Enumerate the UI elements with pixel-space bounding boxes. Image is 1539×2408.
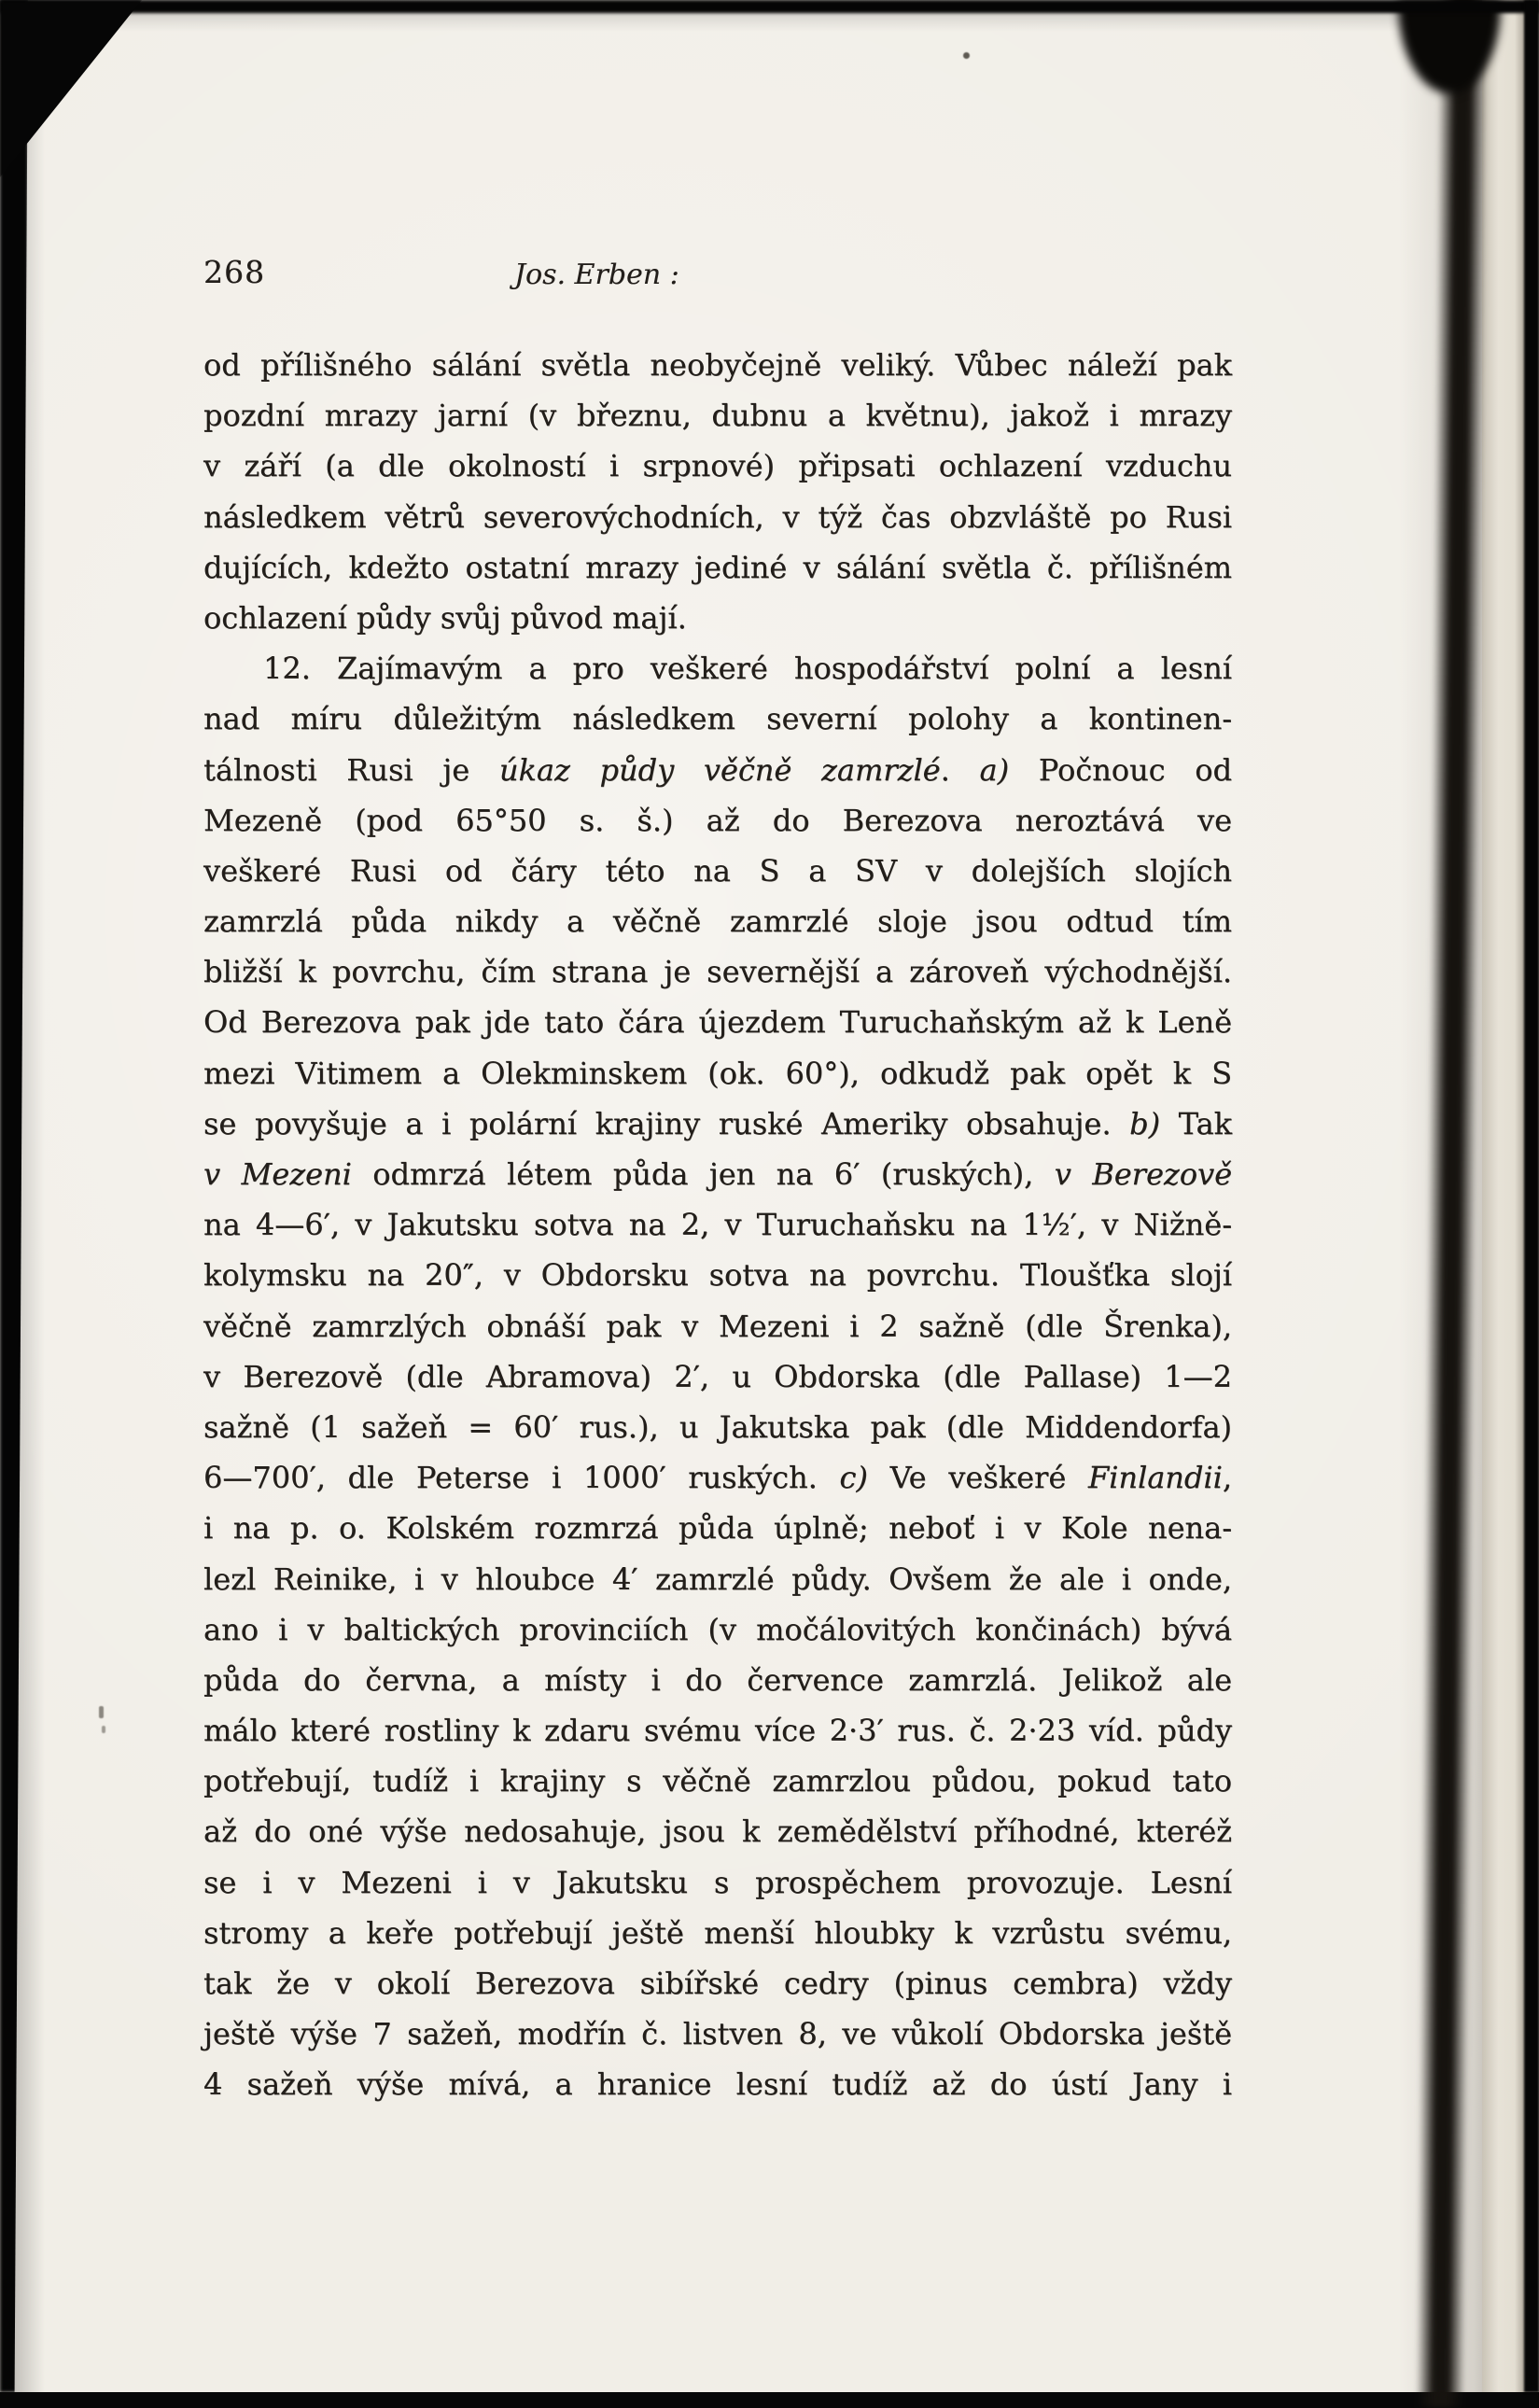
text-segment: 12. Zajímavým a pro veškeré hospodářství polní a lesní <box>263 651 1232 687</box>
text-segment: kolymsku na 20″, v Obdorsku sotva na povrchu. Tloušťka slojí <box>203 1257 1232 1294</box>
text-line <box>203 1604 1232 1655</box>
text-line <box>203 997 1232 1047</box>
text-segment: Tak <box>1160 1105 1233 1141</box>
text-segment: se povyšuje a i polární krajiny ruské Ameriky obsahuje. <box>203 1105 1130 1141</box>
text-segment: půda do června, a místy i do července zamrzlá. Jelikož ale <box>203 1661 1232 1698</box>
text-line <box>203 542 1232 593</box>
text-line <box>203 1908 1232 1958</box>
text-segment: 4 sažeň výše mívá, a hranice lesní tudíž až do ústí Jany i <box>203 2066 1232 2103</box>
text-line <box>203 946 1232 997</box>
text-line <box>203 1199 1232 1250</box>
text-line <box>203 1250 1232 1300</box>
text-segment: bližší k povrchu, čím strana je severnější a zároveň východnější. <box>203 954 1232 990</box>
italic-text-segment: úkaz půdy věčně zamrzlé <box>498 751 941 788</box>
text-segment: i na p. o. Kolském rozmrzá půda úplně; neboť i v Kole nena- <box>203 1510 1232 1547</box>
text-segment: ještě výše 7 sažeň, modřín č. listven 8, ve vůkolí Obdorska ještě <box>203 2016 1232 2052</box>
running-head-row <box>203 254 1232 301</box>
text-segment: mezi Vitimem a Olekminskem (ok. 60°), odkudž pak opět k S <box>203 1055 1232 1091</box>
next-page-edge <box>1482 0 1529 2392</box>
text-segment: , <box>1222 1460 1233 1496</box>
italic-text-segment: a) <box>979 751 1010 788</box>
scan-speck <box>102 1726 105 1733</box>
scan-edge-top <box>0 0 1539 13</box>
text-segment: tak že v okolí Berezova sibířské cedry (pinus cembra) vždy <box>203 1966 1232 2001</box>
page-text-block <box>203 254 1233 2103</box>
text-segment: lezl Reinike, i v hloubce 4′ zamrzlé půdy. Ovšem že ale i onde, <box>203 1561 1232 1597</box>
text-line <box>203 1351 1232 1402</box>
text-segment: veškeré Rusi od čáry této na S a SV v dolejších slojích <box>203 852 1232 889</box>
scan-speck <box>99 1706 104 1718</box>
text-segment: Mezeně (pod 65°50 s. š.) až do Berezova neroztává ve <box>203 802 1232 838</box>
text-segment: Od Berezova pak jde tato čára újezdem Turuchaňským až k Leně <box>203 1004 1232 1041</box>
italic-text-segment: v Mezeni <box>203 1156 352 1192</box>
text-segment: na 4—6′, v Jakutsku sotva na 2, v Turuchaňsku na 1½′, v Nižně- <box>203 1207 1232 1243</box>
text-segment: následkem větrů severovýchodních, v týž čas obzvláště po Rusi <box>203 498 1232 535</box>
text-line <box>203 795 1232 846</box>
text-line <box>203 1756 1232 1806</box>
text-segment: až do oné výše nedosahuje, jsou k zemědělství příhodné, kteréž <box>203 1813 1232 1850</box>
italic-text-segment: v Berezově <box>1054 1156 1233 1192</box>
text-line <box>203 1655 1232 1705</box>
text-segment: odmrzá létem půda jen na 6′ (ruských), <box>351 1156 1055 1192</box>
text-line <box>203 1452 1232 1503</box>
text-line <box>203 693 1232 744</box>
text-line <box>203 1958 1232 2009</box>
text-line <box>203 593 1232 643</box>
text-line <box>203 340 1232 390</box>
body-text <box>203 340 1232 2110</box>
text-segment: ochlazení půdy svůj původ mají. <box>203 599 687 636</box>
text-line <box>203 1402 1232 1452</box>
text-line <box>203 1503 1232 1553</box>
scan-edge-right <box>1524 0 1539 2392</box>
text-segment: potřebují, tudíž i krajiny s věčně zamrzlou půdou, pokud tato <box>203 1763 1232 1799</box>
page-number: 268 <box>203 254 265 290</box>
text-line <box>203 441 1232 491</box>
text-segment: stromy a keře potřebují ještě menší hloubky k vzrůstu svému, <box>203 1914 1232 1951</box>
italic-text-segment: Finlandii <box>1087 1460 1223 1496</box>
text-segment: věčně zamrzlých obnáší pak v Mezeni i 2 sažně (dle Šrenka), <box>203 1308 1232 1344</box>
scan-speck <box>963 52 970 59</box>
text-segment: . <box>940 751 980 788</box>
text-line <box>203 1705 1232 1756</box>
text-line <box>203 1099 1232 1149</box>
italic-text-segment: c) <box>839 1460 868 1496</box>
running-header: Jos. Erben : <box>514 259 679 291</box>
text-line <box>203 846 1232 896</box>
text-segment: dujících, kdežto ostatní mrazy jediné v sálání světla č. přílišném <box>203 549 1232 585</box>
text-line <box>203 492 1232 542</box>
text-line <box>203 1301 1232 1351</box>
text-line <box>203 2009 1232 2059</box>
text-line <box>203 643 1232 693</box>
text-segment: v září (a dle okolností i srpnové) připsati ochlazení vzduchu <box>203 448 1232 484</box>
text-segment: od přílišného sálání světla neobyčejně veliký. Vůbec náleží pak <box>203 347 1232 383</box>
text-line <box>203 1149 1232 1199</box>
text-segment: v Berezově (dle Abramova) 2′, u Obdorska (dle Pallase) 1—2 <box>203 1358 1232 1394</box>
text-line <box>203 1806 1232 1856</box>
text-segment: zamrzlá půda nikdy a věčně zamrzlé sloje jsou odtud tím <box>203 903 1232 940</box>
text-segment: tálnosti Rusi je <box>203 751 499 788</box>
text-line <box>203 896 1232 946</box>
text-segment: málo které rostliny k zdaru svému více 2·3′ rus. č. 2·23 víd. půdy <box>203 1713 1232 1749</box>
text-segment: nad míru důležitým následkem severní polohy a kontinen- <box>203 701 1232 737</box>
text-segment: Počnouc od <box>1009 751 1233 788</box>
text-segment: Ve veškeré <box>867 1460 1088 1496</box>
text-segment: ano i v baltických provinciích (v močálovitých končinách) bývá <box>203 1611 1232 1647</box>
text-segment: pozdní mrazy jarní (v březnu, dubnu a květnu), jakož i mrazy <box>203 398 1232 434</box>
text-line <box>203 2059 1232 2109</box>
text-segment: 6—700′, dle Peterse i 1000′ ruských. <box>203 1460 840 1496</box>
text-line <box>203 1554 1232 1604</box>
text-line <box>203 1048 1232 1099</box>
text-line <box>203 1857 1232 1908</box>
text-segment: se i v Mezeni i v Jakutsku s prospěchem provozuje. Lesní <box>203 1864 1232 1900</box>
text-line <box>203 745 1232 795</box>
italic-text-segment: b) <box>1129 1105 1161 1141</box>
text-line <box>203 390 1232 441</box>
text-segment: sažně (1 sažeň = 60′ rus.), u Jakutska pak (dle Middendorfa) <box>203 1408 1232 1445</box>
